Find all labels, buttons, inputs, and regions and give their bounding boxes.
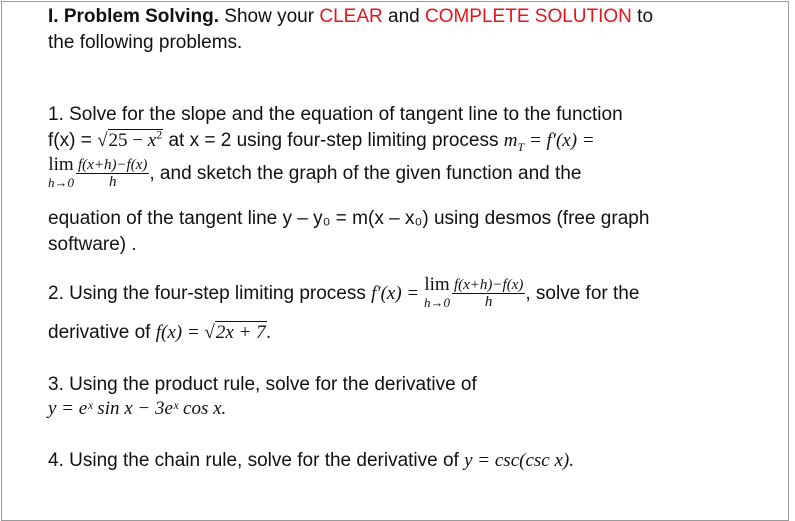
header-intro-c: to (631, 6, 654, 27)
p1-limit: lim h→0 (48, 154, 74, 190)
p2-fprime: f′(x) = (371, 283, 424, 304)
p1-line3-text: , and sketch the graph of the given function and the (149, 163, 582, 184)
p2-limit: lim h→0 (423, 274, 450, 310)
p2-difference-quotient: $\frac{f(x+h)-f(x)}{h}$ (453, 277, 524, 311)
p1-at-text: at x = 2 using four-step limiting process (163, 130, 504, 151)
header-line-2: the following problems. (48, 32, 243, 53)
problem-3-equation: y = eˣ sin x − 3eˣ cos x. (48, 398, 227, 419)
p1-fx: f(x) = (48, 130, 98, 151)
section-title: I. Problem Solving. (48, 6, 220, 27)
p4-equation: y = csc(csc x). (464, 450, 574, 471)
problem-1-line-4: equation of the tangent line y – y₀ = m(x – x₀) using desmos (free graph (48, 208, 650, 229)
complete-solution-emphasis: COMPLETE SOLUTION (424, 6, 632, 27)
p2-pre: 2. Using the four-step limiting process (48, 283, 372, 304)
p2-post: , solve for the (525, 283, 640, 304)
p2-sqrt: √2x + 7 (204, 322, 266, 343)
problem-1-line-3 (48, 156, 581, 192)
p1-sqrt: $√25 - x^2$ (97, 127, 163, 151)
document-frame (1, 1, 789, 521)
p2-end: . (266, 322, 272, 343)
clear-emphasis: CLEAR (319, 6, 383, 27)
problem-2-line-1 (48, 276, 639, 312)
header-line-1 (48, 4, 653, 30)
problem-1-line-1: 1. Solve for the slope and the equation of tangent line to the function (48, 104, 623, 125)
p2-l2-pre: derivative of (48, 322, 156, 343)
problem-2-line-2 (48, 320, 271, 346)
problem-1-line-5: software) . (48, 234, 137, 255)
problem-4-line (48, 448, 574, 474)
p1-difference-quotient: $\frac{f(x+h)-f(x)}{h}$ (78, 157, 148, 191)
p1-mt: $m_T$ (503, 130, 525, 154)
p2-fx: f(x) = (155, 322, 205, 343)
header-intro-b: and (382, 6, 425, 27)
p4-pre: 4. Using the chain rule, solve for the derivative of (48, 450, 465, 471)
p1-fprime: = f′(x) = (524, 130, 595, 151)
problem-3-line-1: 3. Using the product rule, solve for the derivative of (48, 374, 477, 395)
header-intro-a: Show your (219, 6, 320, 27)
